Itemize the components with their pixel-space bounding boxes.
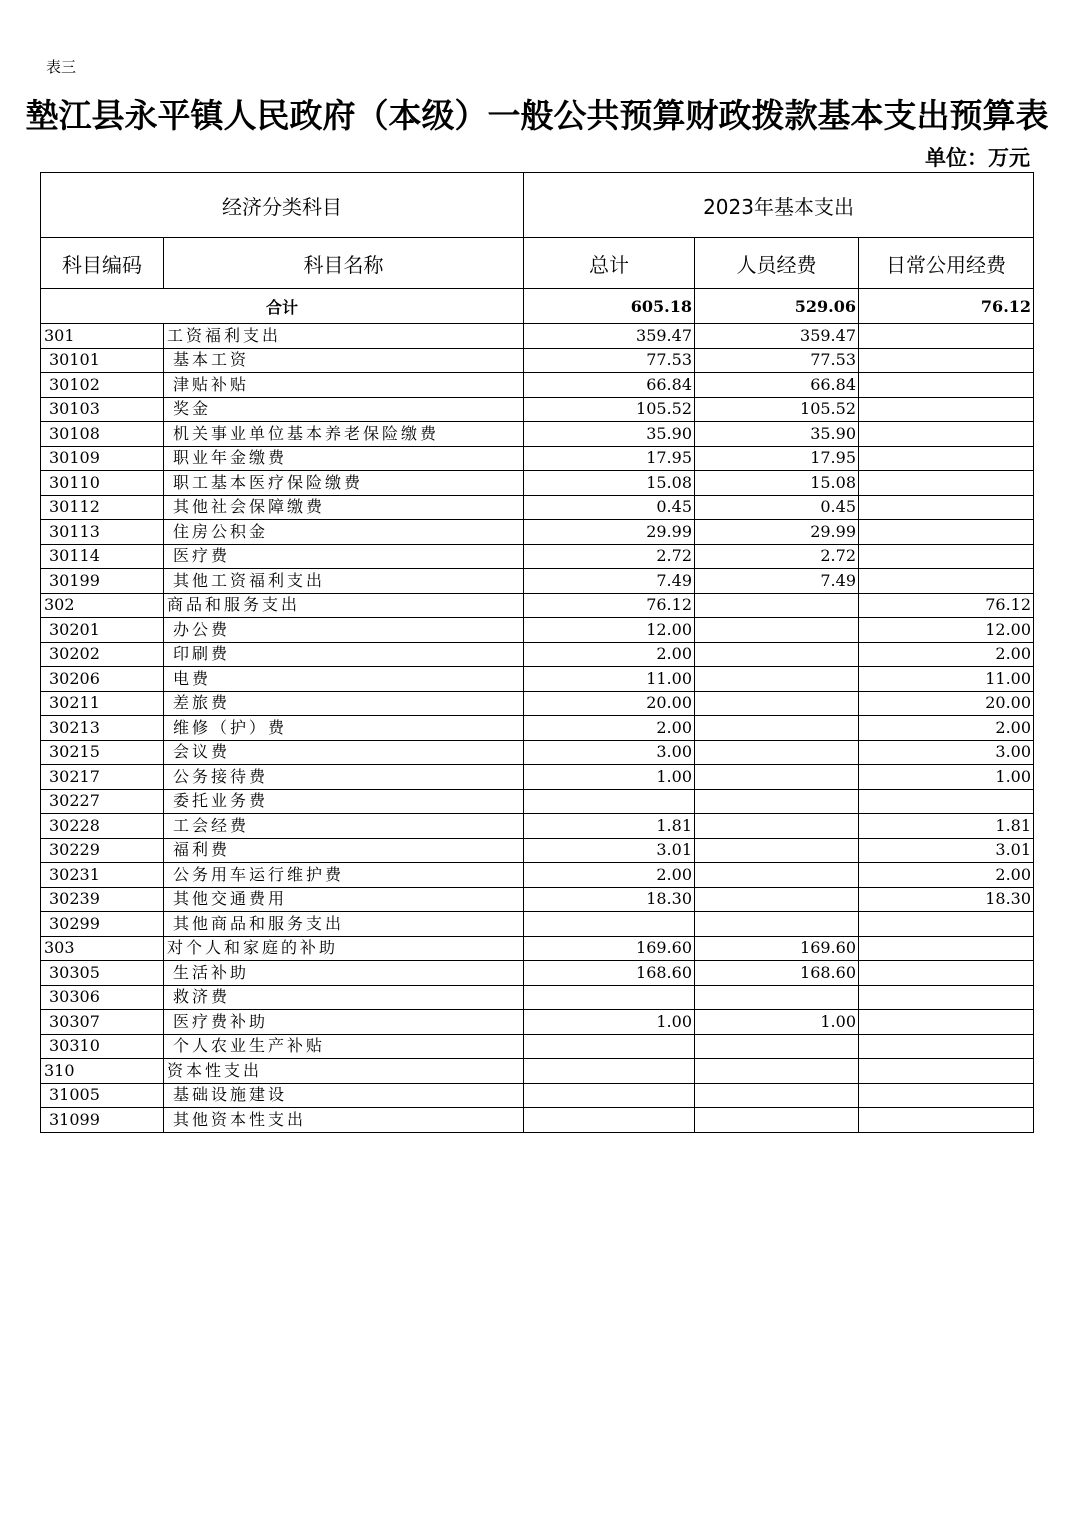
table-row <box>41 838 1034 863</box>
row-public: 11.00 <box>859 667 1034 692</box>
table-row <box>41 961 1034 986</box>
row-public <box>859 1010 1034 1035</box>
table-row <box>41 446 1034 471</box>
total-row <box>41 289 1034 324</box>
row-total: 11.00 <box>524 667 695 692</box>
row-code: 30310 <box>41 1034 164 1059</box>
row-public <box>859 1034 1034 1059</box>
header-personnel: 人员经费 <box>695 238 859 289</box>
total-sum: 605.18 <box>524 289 695 324</box>
row-personnel: 169.60 <box>695 936 859 961</box>
row-total: 2.00 <box>524 642 695 667</box>
row-code: 30231 <box>41 863 164 888</box>
row-name: 维修（护）费 <box>164 716 524 741</box>
header-public: 日常公用经费 <box>859 238 1034 289</box>
row-total <box>524 1108 695 1133</box>
row-public <box>859 1083 1034 1108</box>
row-name: 津贴补贴 <box>164 373 524 398</box>
page-title: 墊江县永平镇人民政府（本级）一般公共预算财政拨款基本支出预算表 <box>25 96 1049 135</box>
row-total <box>524 1034 695 1059</box>
row-name: 医疗费补助 <box>164 1010 524 1035</box>
row-code: 30113 <box>41 520 164 545</box>
row-public <box>859 422 1034 447</box>
row-code: 30108 <box>41 422 164 447</box>
header-name: 科目名称 <box>164 238 524 289</box>
row-code: 30217 <box>41 765 164 790</box>
row-code: 30239 <box>41 887 164 912</box>
row-public: 20.00 <box>859 691 1034 716</box>
row-total: 0.45 <box>524 495 695 520</box>
row-total <box>524 1083 695 1108</box>
row-personnel <box>695 691 859 716</box>
row-public: 1.81 <box>859 814 1034 839</box>
row-name: 其他社会保障缴费 <box>164 495 524 520</box>
row-name: 基础设施建设 <box>164 1083 524 1108</box>
table-row <box>41 642 1034 667</box>
row-name: 电费 <box>164 667 524 692</box>
row-total <box>524 789 695 814</box>
row-code: 30211 <box>41 691 164 716</box>
unit-label: 单位：万元 <box>925 145 1030 170</box>
row-name: 基本工资 <box>164 348 524 373</box>
table-row <box>41 863 1034 888</box>
row-total <box>524 912 695 937</box>
row-total: 20.00 <box>524 691 695 716</box>
row-personnel <box>695 765 859 790</box>
table-row <box>41 495 1034 520</box>
table-row <box>41 765 1034 790</box>
row-personnel: 7.49 <box>695 569 859 594</box>
row-name: 公务接待费 <box>164 765 524 790</box>
row-personnel: 168.60 <box>695 961 859 986</box>
row-code: 30215 <box>41 740 164 765</box>
row-code: 30213 <box>41 716 164 741</box>
table-row <box>41 618 1034 643</box>
row-personnel <box>695 887 859 912</box>
table-row <box>41 1083 1034 1108</box>
row-code: 30227 <box>41 789 164 814</box>
row-personnel: 77.53 <box>695 348 859 373</box>
table-row <box>41 667 1034 692</box>
row-total: 29.99 <box>524 520 695 545</box>
row-public: 1.00 <box>859 765 1034 790</box>
table-row <box>41 569 1034 594</box>
row-personnel <box>695 1083 859 1108</box>
row-code: 30201 <box>41 618 164 643</box>
row-public <box>859 324 1034 349</box>
row-name: 其他资本性支出 <box>164 1108 524 1133</box>
table-row <box>41 740 1034 765</box>
row-public: 76.12 <box>859 593 1034 618</box>
header-economic-category: 经济分类科目 <box>41 173 524 238</box>
table-row <box>41 985 1034 1010</box>
row-total <box>524 1059 695 1084</box>
table-row <box>41 373 1034 398</box>
row-total: 1.00 <box>524 1010 695 1035</box>
row-public <box>859 471 1034 496</box>
row-name: 商品和服务支出 <box>164 593 524 618</box>
row-personnel: 29.99 <box>695 520 859 545</box>
row-name: 差旅费 <box>164 691 524 716</box>
row-code: 302 <box>41 593 164 618</box>
row-name: 委托业务费 <box>164 789 524 814</box>
row-personnel: 17.95 <box>695 446 859 471</box>
row-personnel <box>695 716 859 741</box>
row-name: 机关事业单位基本养老保险缴费 <box>164 422 524 447</box>
row-personnel: 35.90 <box>695 422 859 447</box>
row-total: 1.00 <box>524 765 695 790</box>
row-public <box>859 789 1034 814</box>
row-public <box>859 1108 1034 1133</box>
row-public <box>859 569 1034 594</box>
row-public <box>859 1059 1034 1084</box>
table-row <box>41 471 1034 496</box>
table-row <box>41 691 1034 716</box>
table-row <box>41 814 1034 839</box>
row-personnel <box>695 814 859 839</box>
row-code: 30109 <box>41 446 164 471</box>
row-code: 30305 <box>41 961 164 986</box>
row-code: 30202 <box>41 642 164 667</box>
row-name: 其他商品和服务支出 <box>164 912 524 937</box>
row-personnel <box>695 789 859 814</box>
row-name: 奖金 <box>164 397 524 422</box>
row-public <box>859 985 1034 1010</box>
budget-table <box>40 172 1034 1133</box>
row-personnel <box>695 912 859 937</box>
row-personnel: 15.08 <box>695 471 859 496</box>
row-name: 印刷费 <box>164 642 524 667</box>
row-total: 66.84 <box>524 373 695 398</box>
total-public: 76.12 <box>859 289 1034 324</box>
row-total: 12.00 <box>524 618 695 643</box>
row-total: 359.47 <box>524 324 695 349</box>
row-name: 对个人和家庭的补助 <box>164 936 524 961</box>
row-name: 医疗费 <box>164 544 524 569</box>
row-total: 105.52 <box>524 397 695 422</box>
row-name: 住房公积金 <box>164 520 524 545</box>
header-basic-expenditure: 2023年基本支出 <box>524 173 1034 238</box>
row-personnel <box>695 985 859 1010</box>
row-personnel <box>695 1034 859 1059</box>
row-total: 17.95 <box>524 446 695 471</box>
row-code: 31005 <box>41 1083 164 1108</box>
table-row <box>41 422 1034 447</box>
row-name: 资本性支出 <box>164 1059 524 1084</box>
row-code: 30206 <box>41 667 164 692</box>
row-total <box>524 985 695 1010</box>
table-row <box>41 593 1034 618</box>
row-total: 77.53 <box>524 348 695 373</box>
row-name: 职业年金缴费 <box>164 446 524 471</box>
row-public: 3.00 <box>859 740 1034 765</box>
row-name: 其他交通费用 <box>164 887 524 912</box>
row-total: 2.00 <box>524 863 695 888</box>
row-name: 职工基本医疗保险缴费 <box>164 471 524 496</box>
row-code: 31099 <box>41 1108 164 1133</box>
row-personnel: 2.72 <box>695 544 859 569</box>
row-name: 公务用车运行维护费 <box>164 863 524 888</box>
row-total: 15.08 <box>524 471 695 496</box>
row-code: 30299 <box>41 912 164 937</box>
row-personnel: 0.45 <box>695 495 859 520</box>
row-name: 工会经费 <box>164 814 524 839</box>
row-code: 30103 <box>41 397 164 422</box>
row-public: 3.01 <box>859 838 1034 863</box>
row-personnel <box>695 863 859 888</box>
row-total: 3.00 <box>524 740 695 765</box>
row-total: 3.01 <box>524 838 695 863</box>
row-public: 2.00 <box>859 716 1034 741</box>
row-public <box>859 520 1034 545</box>
row-public <box>859 936 1034 961</box>
row-name: 福利费 <box>164 838 524 863</box>
table-row <box>41 544 1034 569</box>
row-public <box>859 912 1034 937</box>
row-total: 76.12 <box>524 593 695 618</box>
row-name: 救济费 <box>164 985 524 1010</box>
row-name: 办公费 <box>164 618 524 643</box>
table-row <box>41 1010 1034 1035</box>
table-row <box>41 716 1034 741</box>
row-code: 30101 <box>41 348 164 373</box>
row-code: 30112 <box>41 495 164 520</box>
table-row <box>41 520 1034 545</box>
row-personnel <box>695 740 859 765</box>
header-total: 总计 <box>524 238 695 289</box>
table-row <box>41 887 1034 912</box>
row-name: 生活补助 <box>164 961 524 986</box>
table-row <box>41 936 1034 961</box>
row-personnel <box>695 618 859 643</box>
row-public <box>859 397 1034 422</box>
table-row <box>41 912 1034 937</box>
header-code: 科目编码 <box>41 238 164 289</box>
row-code: 301 <box>41 324 164 349</box>
row-personnel: 359.47 <box>695 324 859 349</box>
row-personnel <box>695 838 859 863</box>
row-code: 30228 <box>41 814 164 839</box>
table-label: 表三 <box>46 58 77 76</box>
row-public: 2.00 <box>859 642 1034 667</box>
table-row <box>41 1059 1034 1084</box>
row-code: 30307 <box>41 1010 164 1035</box>
table-row <box>41 1034 1034 1059</box>
row-code: 310 <box>41 1059 164 1084</box>
row-code: 30306 <box>41 985 164 1010</box>
total-personnel: 529.06 <box>695 289 859 324</box>
row-code: 30102 <box>41 373 164 398</box>
row-name: 会议费 <box>164 740 524 765</box>
row-total: 7.49 <box>524 569 695 594</box>
row-public: 18.30 <box>859 887 1034 912</box>
row-total: 2.00 <box>524 716 695 741</box>
row-public: 12.00 <box>859 618 1034 643</box>
row-total: 35.90 <box>524 422 695 447</box>
row-public <box>859 348 1034 373</box>
row-personnel <box>695 667 859 692</box>
table-row <box>41 1108 1034 1133</box>
row-personnel: 66.84 <box>695 373 859 398</box>
row-public: 2.00 <box>859 863 1034 888</box>
table-row <box>41 348 1034 373</box>
row-public <box>859 446 1034 471</box>
row-total: 2.72 <box>524 544 695 569</box>
row-public <box>859 495 1034 520</box>
row-personnel <box>695 642 859 667</box>
row-personnel <box>695 1059 859 1084</box>
row-name: 个人农业生产补贴 <box>164 1034 524 1059</box>
row-code: 30199 <box>41 569 164 594</box>
row-name: 工资福利支出 <box>164 324 524 349</box>
row-public <box>859 961 1034 986</box>
row-code: 30229 <box>41 838 164 863</box>
total-label: 合计 <box>41 289 524 324</box>
row-total: 169.60 <box>524 936 695 961</box>
row-personnel: 1.00 <box>695 1010 859 1035</box>
row-code: 303 <box>41 936 164 961</box>
row-name: 其他工资福利支出 <box>164 569 524 594</box>
row-public <box>859 544 1034 569</box>
row-personnel <box>695 593 859 618</box>
row-personnel <box>695 1108 859 1133</box>
table-row <box>41 789 1034 814</box>
table-row <box>41 397 1034 422</box>
row-total: 18.30 <box>524 887 695 912</box>
row-total: 168.60 <box>524 961 695 986</box>
row-code: 30114 <box>41 544 164 569</box>
row-total: 1.81 <box>524 814 695 839</box>
row-public <box>859 373 1034 398</box>
row-code: 30110 <box>41 471 164 496</box>
table-row <box>41 324 1034 349</box>
row-personnel: 105.52 <box>695 397 859 422</box>
